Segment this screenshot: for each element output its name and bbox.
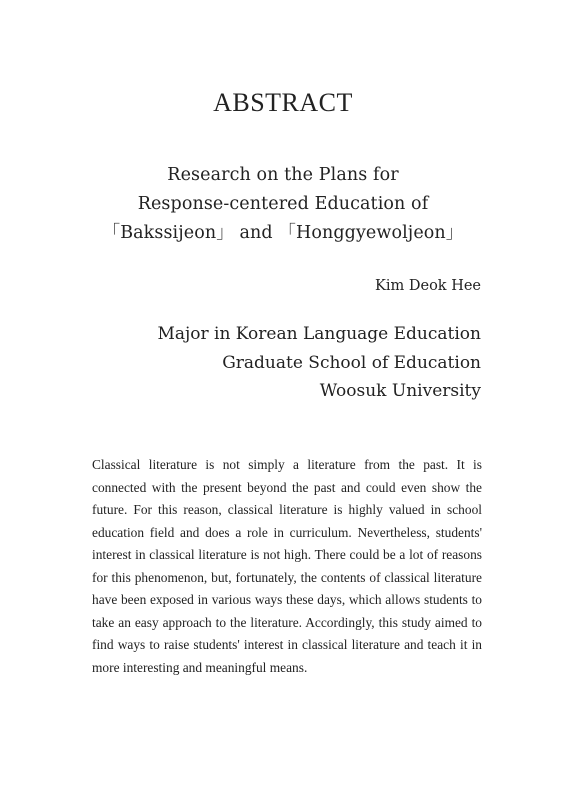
title-line-2: Response-centered Education of xyxy=(137,194,429,214)
abstract-paragraph: Classical literature is not simply a literature from the past. It is connected with the present beyond the past and could even show the future. For this reason, classical literature is highly valued in school education field and does a role in curriculum. Nevertheless, students' interest in classical literature is not high. There could be a lot of reasons for this phenomenon, but, fortunately, the contents of classical literature have been exposed in various ways these days, which allows students to take an easy approach to the literature. Accordingly, this study aimed to find ways to raise students' interest in classical literature and teach it in more interesting and meaningful means. xyxy=(92,457,482,675)
paper-title xyxy=(60,161,506,248)
affiliation-university: Woosuk University xyxy=(319,381,481,401)
affiliation-major: Major in Korean Language Education xyxy=(157,324,481,344)
affiliation-school: Graduate School of Education xyxy=(222,352,481,373)
abstract-heading: ABSTRACT xyxy=(213,88,353,117)
title-line-1: Research on the Plans for xyxy=(167,165,399,185)
title-line-3: 「Bakssijeon」 and 「Honggyewoljeon」 xyxy=(102,223,464,243)
affiliation-block xyxy=(157,320,481,406)
author-name: Kim Deok Hee xyxy=(375,278,481,294)
